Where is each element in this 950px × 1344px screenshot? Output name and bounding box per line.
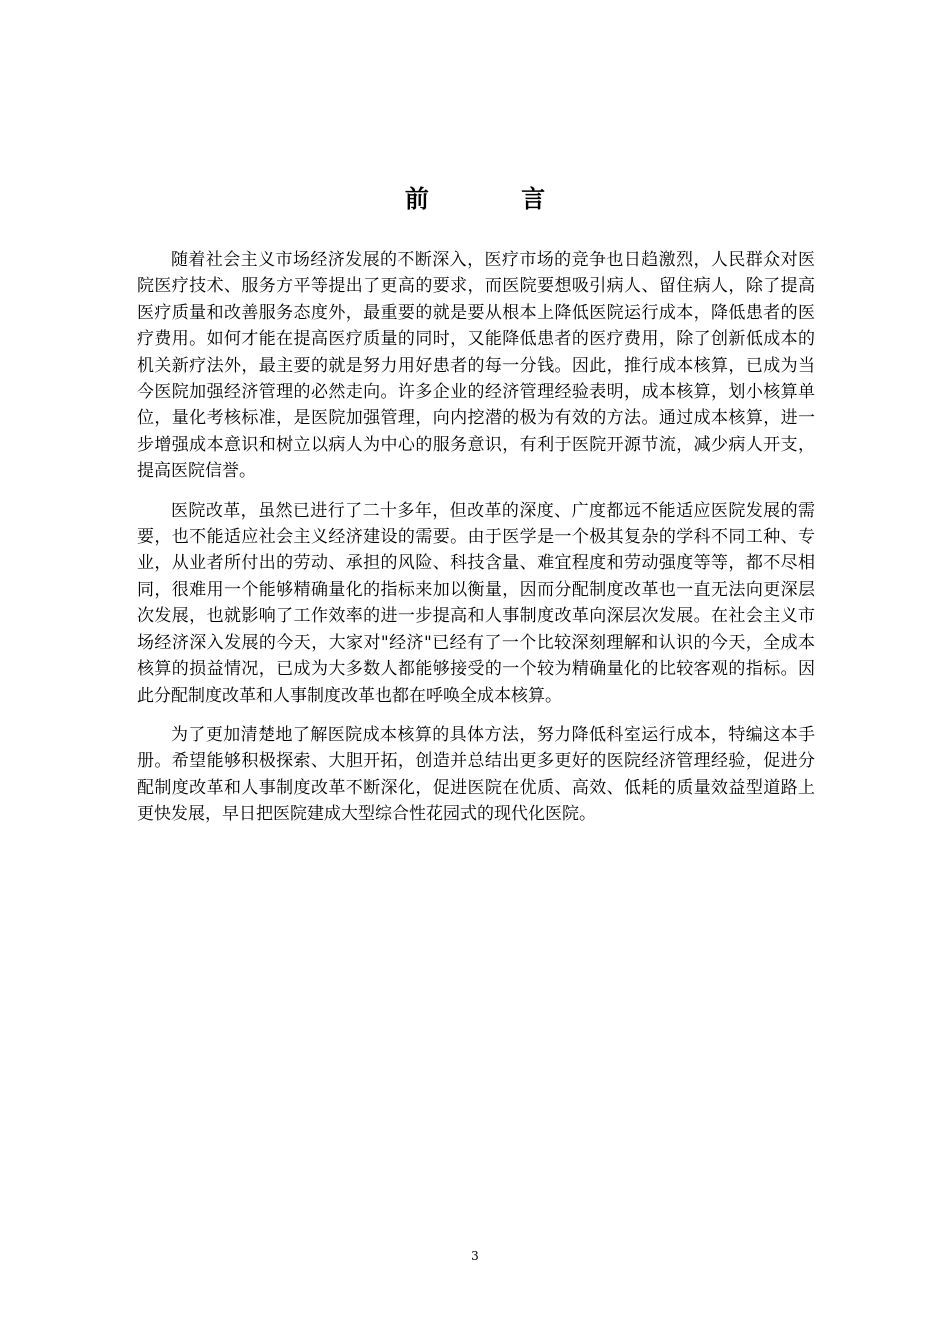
page-title: 前 言 xyxy=(404,184,588,213)
paragraph-2: 医院改革，虽然已进行了二十多年，但改革的深度、广度都远不能适应医院发展的需要，也不能适应社会主义经济建设的需要。由于医学是一个极其复杂的学科不同工种、专业，从业者所付出的劳动、承担的风险、科技含量、难宜程度和劳动强度等等，都不尽相同，很难用一个能够精确量化的指标来加以衡量，因而分配制度改革也一直无法向更深层次发展，也就影响了工作效率的进一步提高和人事制度改革向深层次发展。在社会主义市场经济深入发展的今天，大家对"经济"已经有了一个比较深刻理解和认识的今天，全成本核算的损益情况，已成为大多数人都能够接受的一个较为精确量化的比较客观的指标。因此分配制度改革和人事制度改革也都在呼唤全成本核算。 xyxy=(137,500,815,706)
page-number: 3 xyxy=(471,1249,479,1263)
paragraph-1: 随着社会主义市场经济发展的不断深入，医疗市场的竞争也日趋激烈，人民群众对医院医疗技术、服务方平等提出了更高的要求，而医院要想吸引病人、留住病人，除了提高医疗质量和改善服务态度外，最重要的就是要从根本上降低医院运行成本，降低患者的医疗费用。如何才能在提高医疗质量的同时，又能降低患者的医疗费用，除了创新低成本的机关新疗法外，最主要的就是努力用好患者的每一分钱。因此，推行成本核算，已成为当今医院加强经济管理的必然走向。许多企业的经济管理经验表明，成本核算，划小核算单位，量化考核标准，是医院加强管理，向内挖潜的极为有效的方法。通过成本核算，进一步增强成本意识和树立以病人为中心的服务意识，有利于医院开源节流，减少病人开支，提高医院信誉。 xyxy=(137,250,815,482)
paragraph-3: 为了更加清楚地了解医院成本核算的具体方法，努力降低科室运行成本，特编这本手册。希望能够积极探索、大胆开拓，创造并总结出更多更好的医院经济管理经验，促进分配制度改革和人事制度改革不断深化，促进医院在优质、高效、低耗的质量效益型道路上更快发展，早日把医院建成大型综合性花园式的现代化医院。 xyxy=(137,724,815,825)
body-text xyxy=(137,247,815,841)
